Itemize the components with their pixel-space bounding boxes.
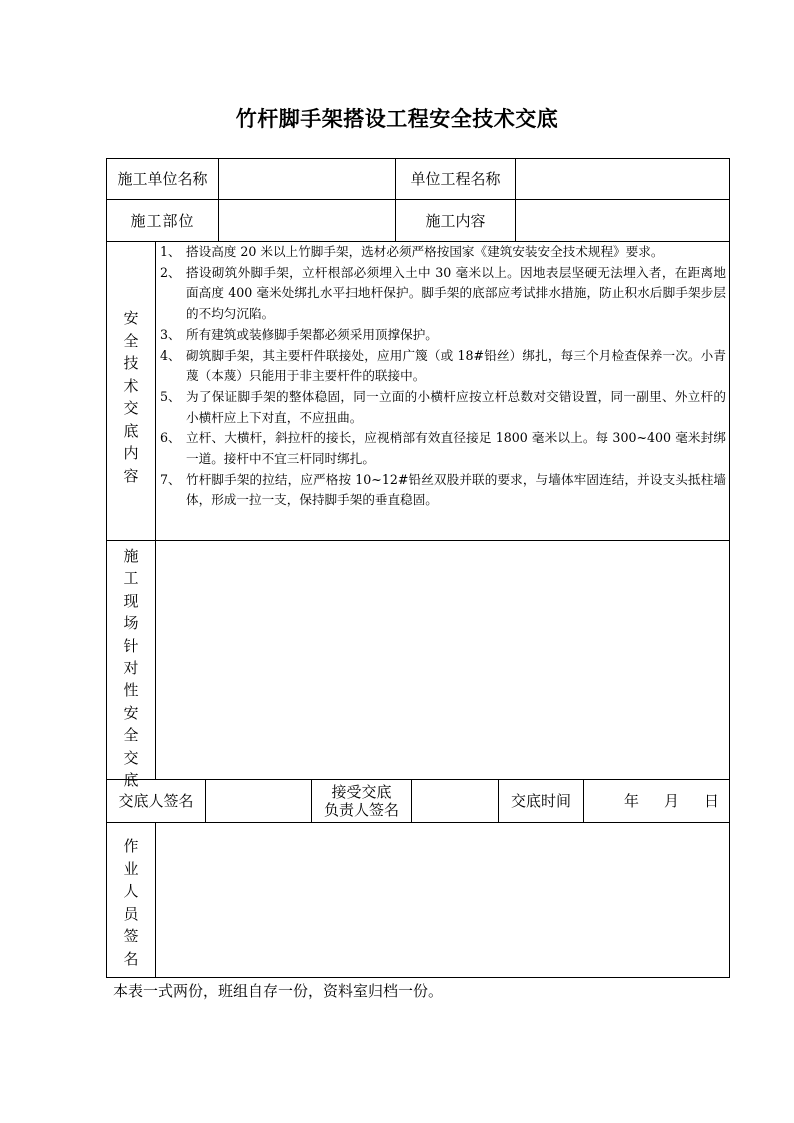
- unit-name-value[interactable]: [219, 159, 395, 199]
- site-section-value[interactable]: [156, 541, 729, 779]
- time-label: 交底时间: [510, 792, 571, 810]
- day-label: 日: [704, 792, 720, 810]
- list-item: [160, 346, 726, 387]
- label-char: 术: [123, 376, 139, 395]
- item-number: 6、: [160, 430, 181, 446]
- label-char: 性: [123, 681, 139, 700]
- disclosure-date[interactable]: [584, 780, 729, 822]
- list-item: [160, 428, 726, 469]
- item-number: 4、: [160, 347, 181, 363]
- item-text: 搭设砌筑外脚手架，立杆根部必须埋入土中 30 毫米以上。因地表层坚硬无法埋入者，在距离地面高度 400 毫米处绑扎水平扫地杆保护。脚手架的底部应考试排水措施，防止积水后脚手架步层的不均匀沉陷。: [186, 264, 726, 322]
- document-title: 竹杆脚手架搭设工程安全技术交底: [235, 106, 559, 131]
- item-number: 1、: [160, 244, 181, 259]
- label-char: 内: [123, 444, 139, 462]
- footnote: 本表一式两份，班组自存一份，资料室归档一份。: [113, 982, 444, 1000]
- item-number: 3、: [160, 326, 181, 342]
- list-item: [160, 470, 726, 511]
- item-number: 5、: [160, 388, 181, 404]
- label-char: 技: [123, 354, 139, 372]
- receiver-label: [312, 780, 411, 822]
- unit-name-label: 施工单位名称: [117, 170, 208, 188]
- label-char: 底: [123, 770, 139, 789]
- item-text: 所有建筑或装修脚手架都必须采用顶撑保护。: [186, 326, 438, 342]
- year-label: 年: [624, 792, 640, 810]
- list-item: [160, 387, 726, 428]
- receiver-label-line1: 接受交底: [331, 783, 392, 801]
- receiver-label-line2: 负责人签名: [323, 801, 399, 819]
- worker-section-label: [107, 835, 155, 970]
- label-char: 安: [123, 703, 139, 722]
- label-char: 全: [123, 726, 139, 745]
- discloser-label: 交底人签名: [118, 792, 194, 810]
- label-char: 交: [123, 399, 139, 417]
- content-label: 施工内容: [425, 211, 486, 230]
- month-label: 月: [664, 792, 680, 810]
- location-label: 施工部位: [130, 211, 195, 230]
- safety-content: [160, 242, 726, 511]
- label-char: 全: [123, 331, 139, 350]
- label-char: 作: [123, 837, 139, 855]
- list-item: [160, 263, 726, 325]
- safety-section-label: [107, 307, 155, 487]
- project-name-label: 单位工程名称: [410, 170, 501, 188]
- label-char: 现: [123, 591, 139, 610]
- label-char: 员: [123, 904, 139, 923]
- label-char: 人: [123, 882, 139, 900]
- site-section-label: [107, 545, 155, 791]
- label-char: 安: [123, 309, 139, 327]
- discloser-signature[interactable]: [206, 780, 311, 822]
- label-char: 交: [123, 748, 139, 767]
- label-char: 业: [123, 859, 139, 878]
- label-char: 底: [123, 421, 139, 440]
- list-item: [160, 325, 726, 346]
- label-char: 名: [123, 949, 139, 968]
- label-char: 施: [123, 547, 139, 565]
- label-char: 场: [123, 614, 139, 633]
- content-value[interactable]: [516, 200, 729, 241]
- item-number: 7、: [160, 471, 181, 487]
- item-text: 砌筑脚手架，其主要杆件联接处，应用广篾（或 18#铅丝）绑扎，每三个月检查保养一次。小青蔑（本蔑）只能用于非主要杆件的联接中。: [186, 347, 726, 384]
- item-text: 立杆、大横杆，斜拉杆的接长，应视梢部有效直径接足 1800 毫米以上。每 300~400 毫米封绑一道。接杆中不宜三杆同时绑扎。: [186, 430, 726, 467]
- project-name-value[interactable]: [516, 159, 729, 199]
- receiver-signature[interactable]: [412, 780, 498, 822]
- item-number: 2、: [160, 264, 181, 280]
- label-char: 针: [123, 636, 139, 655]
- location-value[interactable]: [219, 200, 395, 241]
- item-text: 竹杆脚手架的拉结，应严格按 10~12#铅丝双股并联的要求，与墙体牢固连结，并设支头抵柱墙体，形成一拉一支，保持脚手架的垂直稳固。: [186, 471, 726, 508]
- item-text: 搭设高度 20 米以上竹脚手架，选材必须严格按国家《建筑安装安全技术规程》要求。: [186, 244, 664, 259]
- label-char: 工: [123, 569, 139, 588]
- label-char: 对: [123, 658, 139, 677]
- label-char: 签: [123, 927, 139, 945]
- item-text: 为了保证脚手架的整体稳固，同一立面的小横杆应按立杆总数对交错设置，同一副里、外立杆的小横杆应上下对直，不应扭曲。: [186, 388, 726, 425]
- list-item: [160, 242, 726, 263]
- worker-signatures-value[interactable]: [156, 823, 729, 977]
- label-char: 容: [123, 466, 139, 485]
